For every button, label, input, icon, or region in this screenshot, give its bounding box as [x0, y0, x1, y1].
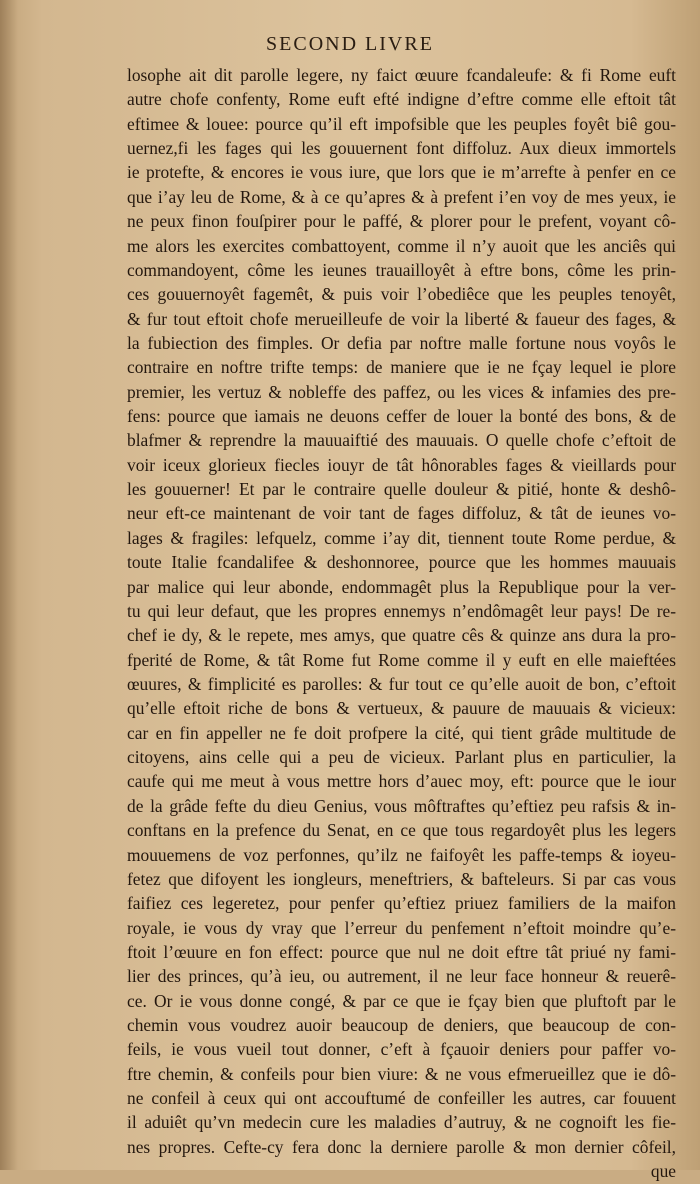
text-line: fetez que difoyent les iongleurs, meneftriers, & bafteleurs. Si par cas vous	[127, 868, 676, 889]
text-line: me alors les exercites combattoyent, comme il n’y auoit que les anciês qui	[127, 235, 676, 256]
text-line: voir iceux glorieux fiecles iouyr de tât hônorables fages & vieillards pour	[127, 454, 676, 475]
text-line: blafmer & reprendre la mauuaiftié des mauuais. O quelle chofe c’eftoit de	[127, 430, 676, 451]
text-line: ne peux finon fouſpirer pour le paffé, & plorer pour le prefent, voyant cô-	[127, 211, 676, 232]
text-line: chef ie dy, & le repete, mes amys, que quatre cês & quinze ans dura la pro-	[127, 625, 676, 646]
text-line: fens: pource que iamais ne deuons ceffer de louer la bonté des bons, & de	[127, 406, 676, 427]
text-line: conftans en la prefence du Senat, en ce que tous regardoyêt plus les legers	[127, 820, 676, 841]
text-line: fperité de Rome, & tât Rome fut Rome comme il y euft en elle maieftées	[127, 649, 676, 670]
text-line: les gouuerner! Et par le contraire quelle douleur & pitié, honte & deshô-	[127, 479, 676, 500]
text-line: autre chofe confenty, Rome euft efté indigne d’eftre comme elle eftoit tât	[127, 89, 676, 110]
text-line: par malice qui leur abonde, endommagêt plus la Republique pour la ver-	[127, 576, 676, 597]
text-line: car en fin appeller ne fe doit profpere la cité, qui tient grâde multitude de	[127, 722, 676, 743]
text-line: lier des princes, qu’à ieu, ou autrement, il ne leur face honneur & reuerê-	[127, 966, 676, 987]
text-line: œuures, & fimplicité es parolles: & fur tout ce qu’elle auoit de bon, c’eftoit	[127, 673, 676, 694]
text-line: de la grâde fefte du dieu Genius, vous môftraftes qu’eftiez peu rafsis & in-	[127, 795, 676, 816]
text-line: la fubiection des fimples. Or defia par noftre malle fortune nous voyôs le	[127, 332, 676, 353]
text-line: nes propres. Cefte-cy fera donc la derniere parolle & mon dernier côfeil,	[127, 1136, 676, 1157]
text-line: tu qui leur defaut, que les propres ennemys n’endômagêt leur pays! De re-	[127, 600, 676, 621]
text-line: feils, ie vous vueil tout donner, c’eft à fçauoir deniers pour paffer vo-	[127, 1039, 676, 1060]
text-line: & fur tout eftoit chofe merueilleufe de voir la liberté & faueur des fages, &	[127, 308, 676, 329]
text-line: lages & fragiles: lefquelz, comme i’ay dit, tiennent toute Rome perdue, &	[127, 527, 676, 548]
text-line: que i’ay leu de Rome, & à ce qu’apres & à prefent i’en voy de mes yeux, ie	[127, 186, 676, 207]
text-line: ne confeil à ceux qui ont accouftumé de confeiller les autres, car fouuent	[127, 1088, 676, 1109]
text-line: uernez,fi les fages qui les gouuernent font diffoluz. Aux dieux immortels	[127, 138, 676, 159]
text-line: premier, les vertuz & nobleffe des paffez, ou les vices & infamies des pre-	[127, 381, 676, 402]
text-line: ce. Or ie vous donne congé, & par ce que ie fçay bien que pluftoft par le	[127, 990, 676, 1011]
text-line: qu’elle eftoit riche de bons & vertueux, & pauure de mauuais & vicieux:	[127, 698, 676, 719]
text-line: caufe qui me meut à vous mettre hors d’auec moy, eft: pource que le iour	[127, 771, 676, 792]
text-line: ie protefte, & encores ie vous iure, que lors que ie m’arrefte à penfer en ce	[127, 162, 676, 183]
text-line: losophe ait dit parolle legere, ny faict œuure fcandaleufe: & fi Rome euft	[127, 65, 676, 85]
text-line: citoyens, ains celle qui a peu de vicieux. Parlant plus en particulier, la	[127, 747, 676, 768]
text-line: neur eft-ce maintenant de voir tant de fages diffoluz, & tât de ieunes vo-	[127, 503, 676, 524]
text-line: il aduiêt qu’vn medecin cure les maladies d’autruy, & ne cognoift les fie-	[127, 1112, 676, 1133]
text-line: ftre chemin, & confeils pour bien viure: & ne vous efmerueillez que ie dô-	[127, 1063, 676, 1084]
text-line: toute Italie fcandalifee & deshonnoree, pource que les hommes mauuais	[127, 552, 676, 573]
running-head: SECOND LIVRE	[266, 33, 434, 55]
text-line: ftoit l’œuure en fon effect: pource que nul ne doit eftre tât priué ny fami-	[127, 941, 676, 962]
text-line: faifiez ces legeretez, pour penfer qu’eftiez priuez familiers de la maifon	[127, 893, 676, 914]
page-gutter-shadow	[0, 0, 18, 1170]
text-line: eftimee & louee: pource qu’il eft impofsible que les peuples foyêt biê gou-	[127, 113, 676, 134]
body-text	[127, 63, 676, 1184]
text-line: royale, ie vous dy vray que l’erreur du penfement n’eftoit moindre qu’e-	[127, 917, 676, 938]
text-line: ces gouuernoyêt fagemêt, & puis voir l’obediêce que les peuples tenoyêt,	[127, 284, 676, 305]
text-line: chemin vous voudrez auoir beaucoup de deniers, que beaucoup de con-	[127, 1015, 676, 1036]
text-line: contraire en noftre trifte temps: de maniere que ie ne fçay lequel ie plore	[127, 357, 676, 378]
text-line: commandoyent, côme les ieunes trauailloyêt à eftre bons, côme les prin-	[127, 259, 676, 280]
text-line: mouuemens de voz perfonnes, qu’ilz ne faifoyêt les paffe-temps & ioyeu-	[127, 844, 676, 865]
catchword: que	[650, 1161, 676, 1182]
